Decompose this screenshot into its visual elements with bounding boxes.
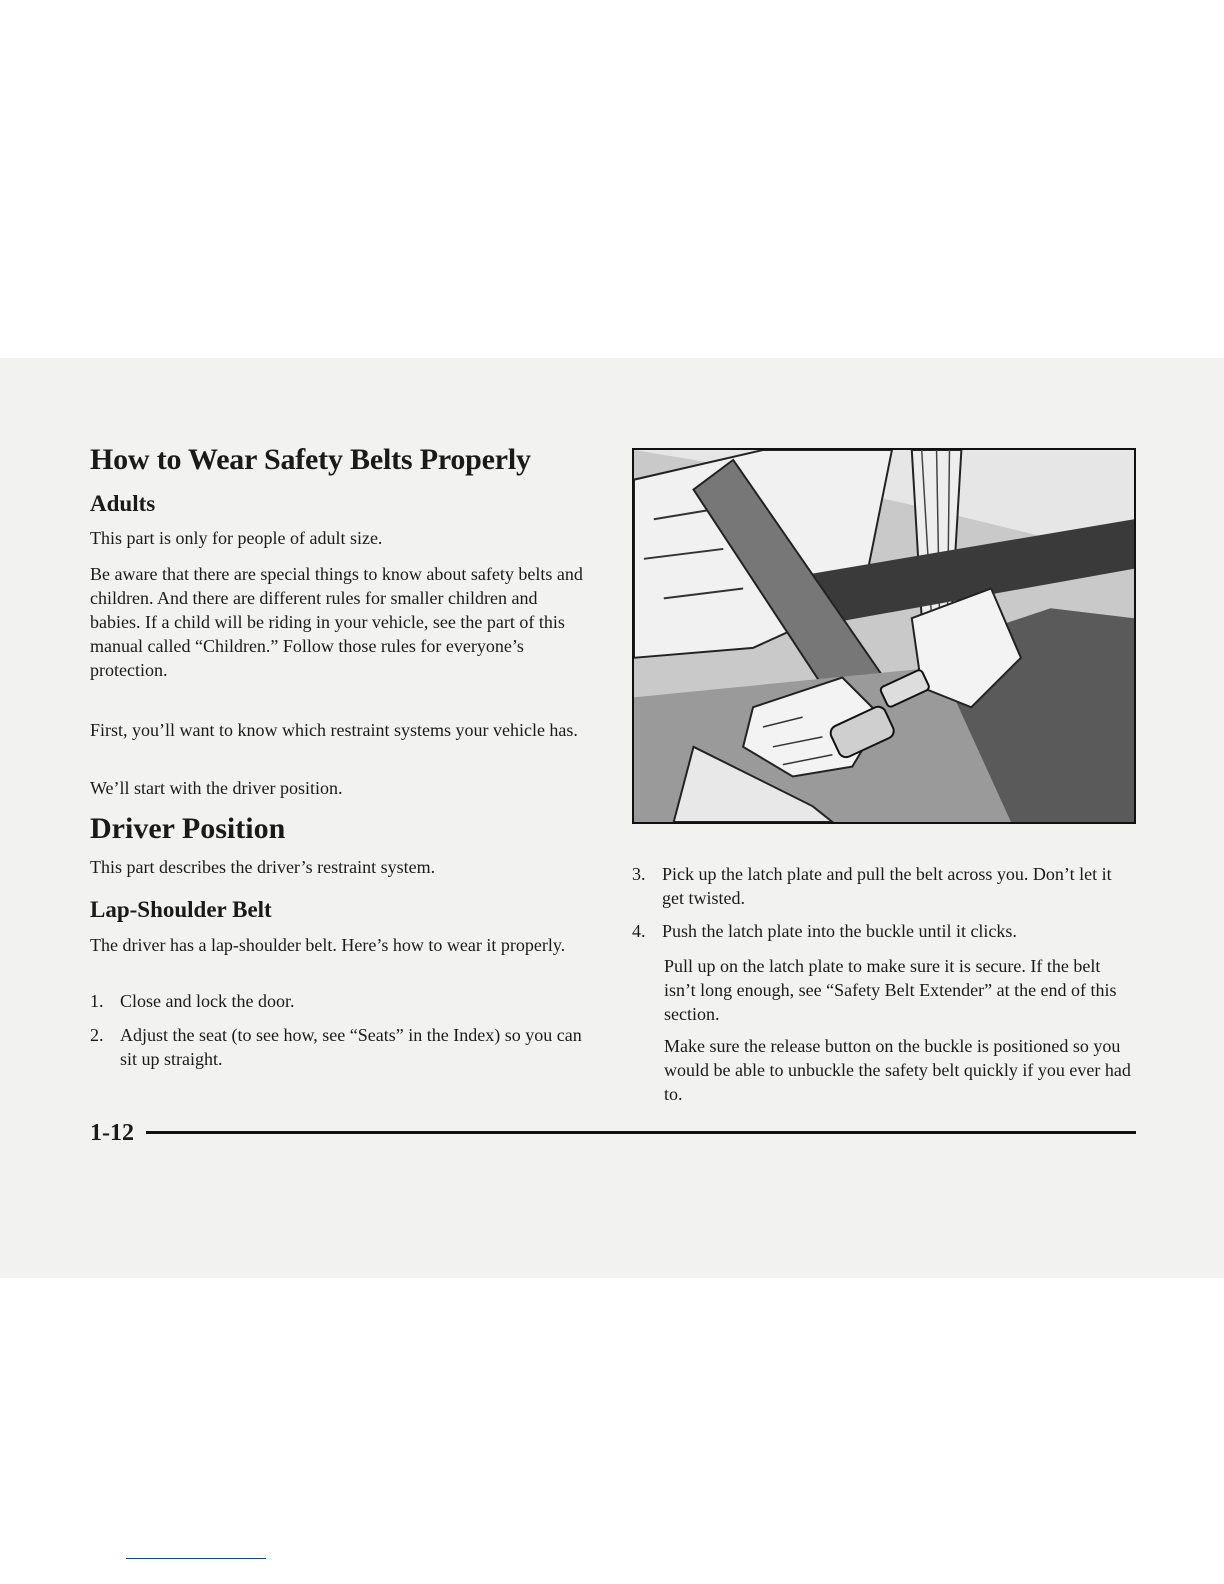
page-number: 1-12 (90, 1120, 134, 1146)
paragraph: First, you’ll want to know which restraint systems your vehicle has. (90, 720, 578, 740)
paragraph: Pull up on the latch plate to make sure it is secure. If the belt isn’t long enough, see “Safety Belt Extender” at the end of this section. (664, 956, 1117, 1024)
step-number: 1. (90, 991, 104, 1011)
list-item (90, 989, 590, 1013)
buckling-belt-drawing (634, 450, 1134, 822)
step-text: Close and lock the door. (120, 991, 295, 1011)
list-item (90, 1023, 590, 1071)
divider (126, 1558, 266, 1559)
subsection-title-adults: Adults (90, 491, 156, 516)
step-text: Pick up the latch plate and pull the belt across you. Don’t let it get twisted. (662, 864, 1112, 908)
steps-list (632, 862, 1132, 943)
seat-belt-illustration (632, 448, 1136, 824)
step-number: 4. (632, 921, 646, 941)
manual-page (0, 358, 1224, 1278)
paragraph: This part is only for people of adult size. (90, 528, 383, 548)
section-title: How to Wear Safety Belts Properly (90, 443, 531, 476)
steps-list (90, 989, 590, 1071)
section-title-driver-position: Driver Position (90, 812, 286, 845)
footer-divider (146, 1131, 1136, 1134)
subsection-title-lap-shoulder-belt: Lap-Shoulder Belt (90, 897, 272, 922)
step-number: 2. (90, 1025, 104, 1045)
list-item (632, 862, 1132, 910)
step-text: Push the latch plate into the buckle until it clicks. (662, 921, 1017, 941)
paragraph: Make sure the release button on the buckle is positioned so you would be able to unbuckle the safety belt quickly if you ever had to. (664, 1036, 1131, 1104)
paragraph: This part describes the driver’s restraint system. (90, 857, 436, 877)
step-text: Adjust the seat (to see how, see “Seats” in the Index) so you can sit up straight. (120, 1025, 582, 1069)
list-item (632, 919, 1132, 943)
paragraph: We’ll start with the driver position. (90, 778, 343, 798)
paragraph: The driver has a lap-shoulder belt. Here’s how to wear it properly. (90, 935, 566, 955)
paragraph: Be aware that there are special things to know about safety belts and children. And there are different rules for smaller children and babies. If a child will be riding in your vehicle, see the part of this manual called “Children.” Follow those rules for everyone’s protection. (90, 564, 583, 680)
step-number: 3. (632, 864, 646, 884)
